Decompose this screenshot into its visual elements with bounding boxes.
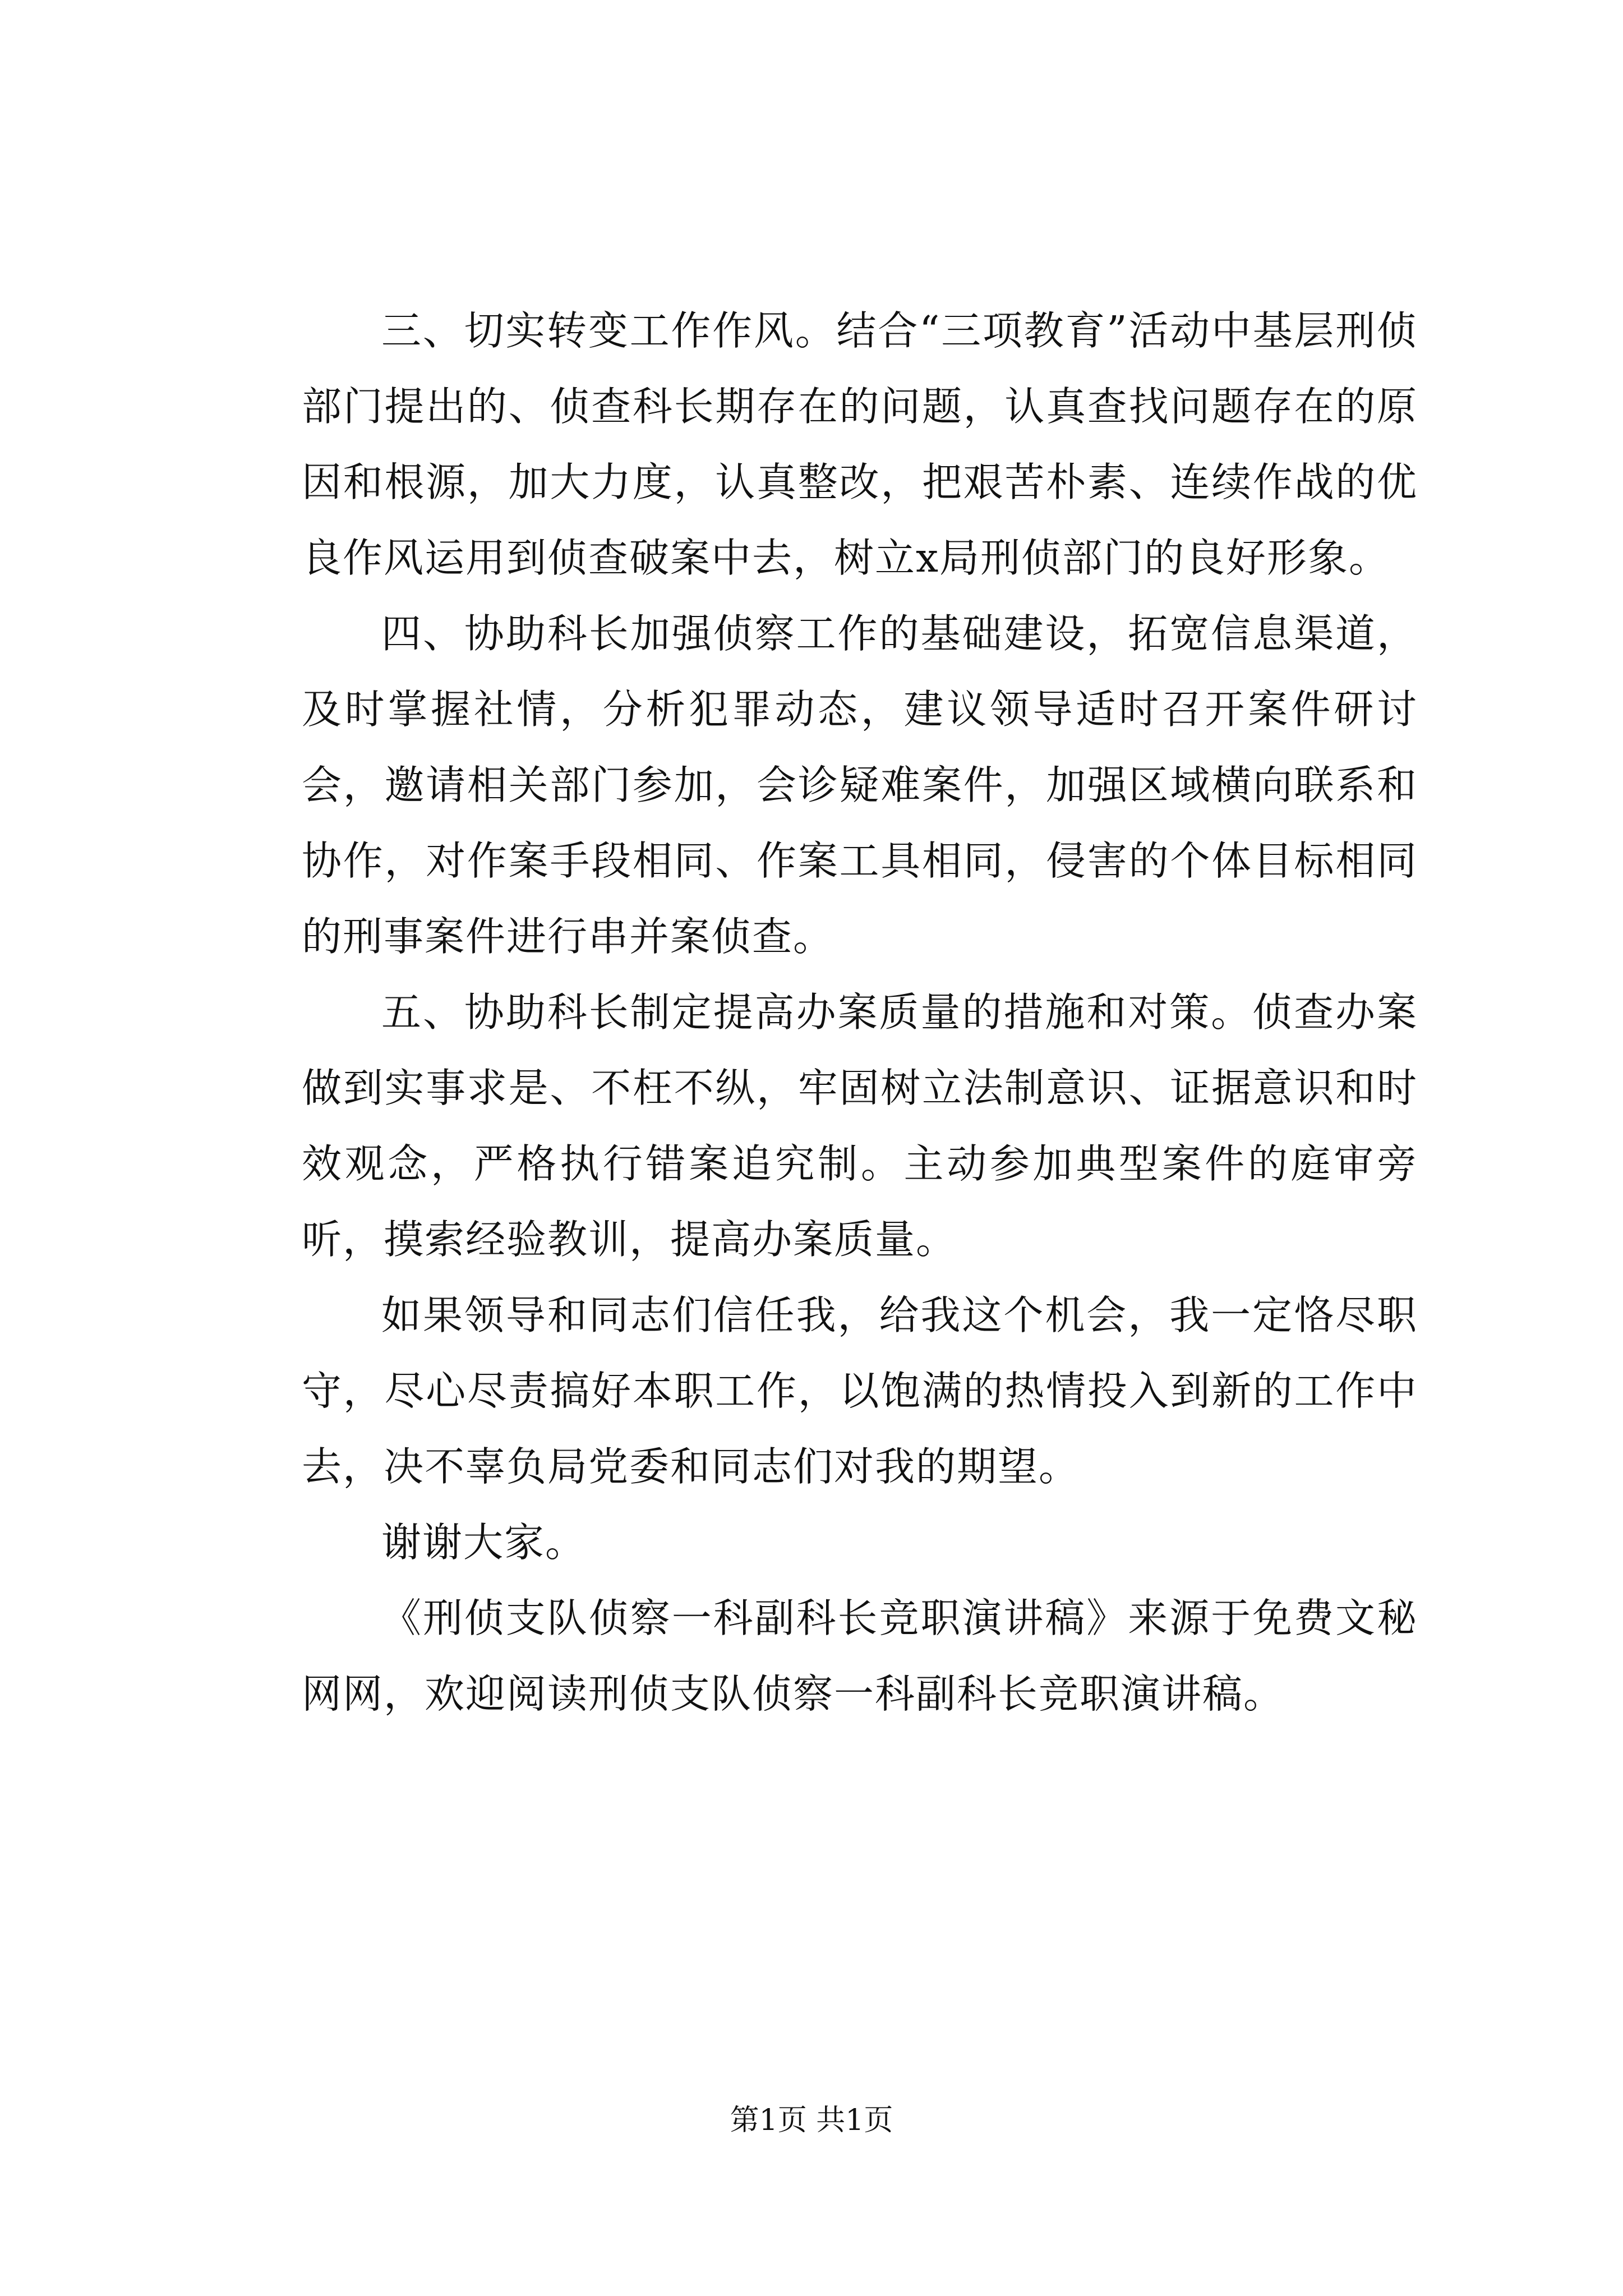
paragraph-source-note: 《刑侦支队侦察一科副科长竞职演讲稿》来源于免费文秘网网，欢迎阅读刑侦支队侦察一科副科长竞职演讲稿。 bbox=[302, 1595, 1418, 1717]
document-body bbox=[302, 293, 1418, 1732]
paragraph-investigation-infrastructure: 四、协助科长加强侦察工作的基础建设，拓宽信息渠道，及时掌握社情，分析犯罪动态，建议领导适时召开案件研讨会，邀请相关部门参加，会诊疑难案件，加强区域横向联系和协作，对作案手段相同、作案工具相同，侵害的个体目标相同的刑事案件进行串并案侦查。 bbox=[302, 610, 1418, 960]
paragraph-thanks: 谢谢大家。 bbox=[381, 1519, 587, 1566]
paragraph-case-quality: 五、协助科长制定提高办案质量的措施和对策。侦查办案做到实事求是、不枉不纵，牢固树立法制意识、证据意识和时效观念，严格执行错案追究制。主动参加典型案件的庭审旁听，摸索经验教训，提高办案质量。 bbox=[302, 989, 1418, 1263]
paragraph-commitment: 如果领导和同志们信任我，给我这个机会，我一定恪尽职守，尽心尽责搞好本职工作，以饱满的热情投入到新的工作中去，决不辜负局党委和同志们对我的期望。 bbox=[302, 1292, 1418, 1490]
page-footer: 第1页 共1页 bbox=[730, 2104, 893, 2137]
paragraph-work-style: 三、切实转变工作作风。结合“三项教育”活动中基层刑侦部门提出的、侦查科长期存在的问题，认真查找问题存在的原因和根源，加大力度，认真整改，把艰苦朴素、连续作战的优良作风运用到侦查破案中去，树立x局刑侦部门的良好形象。 bbox=[302, 307, 1418, 581]
